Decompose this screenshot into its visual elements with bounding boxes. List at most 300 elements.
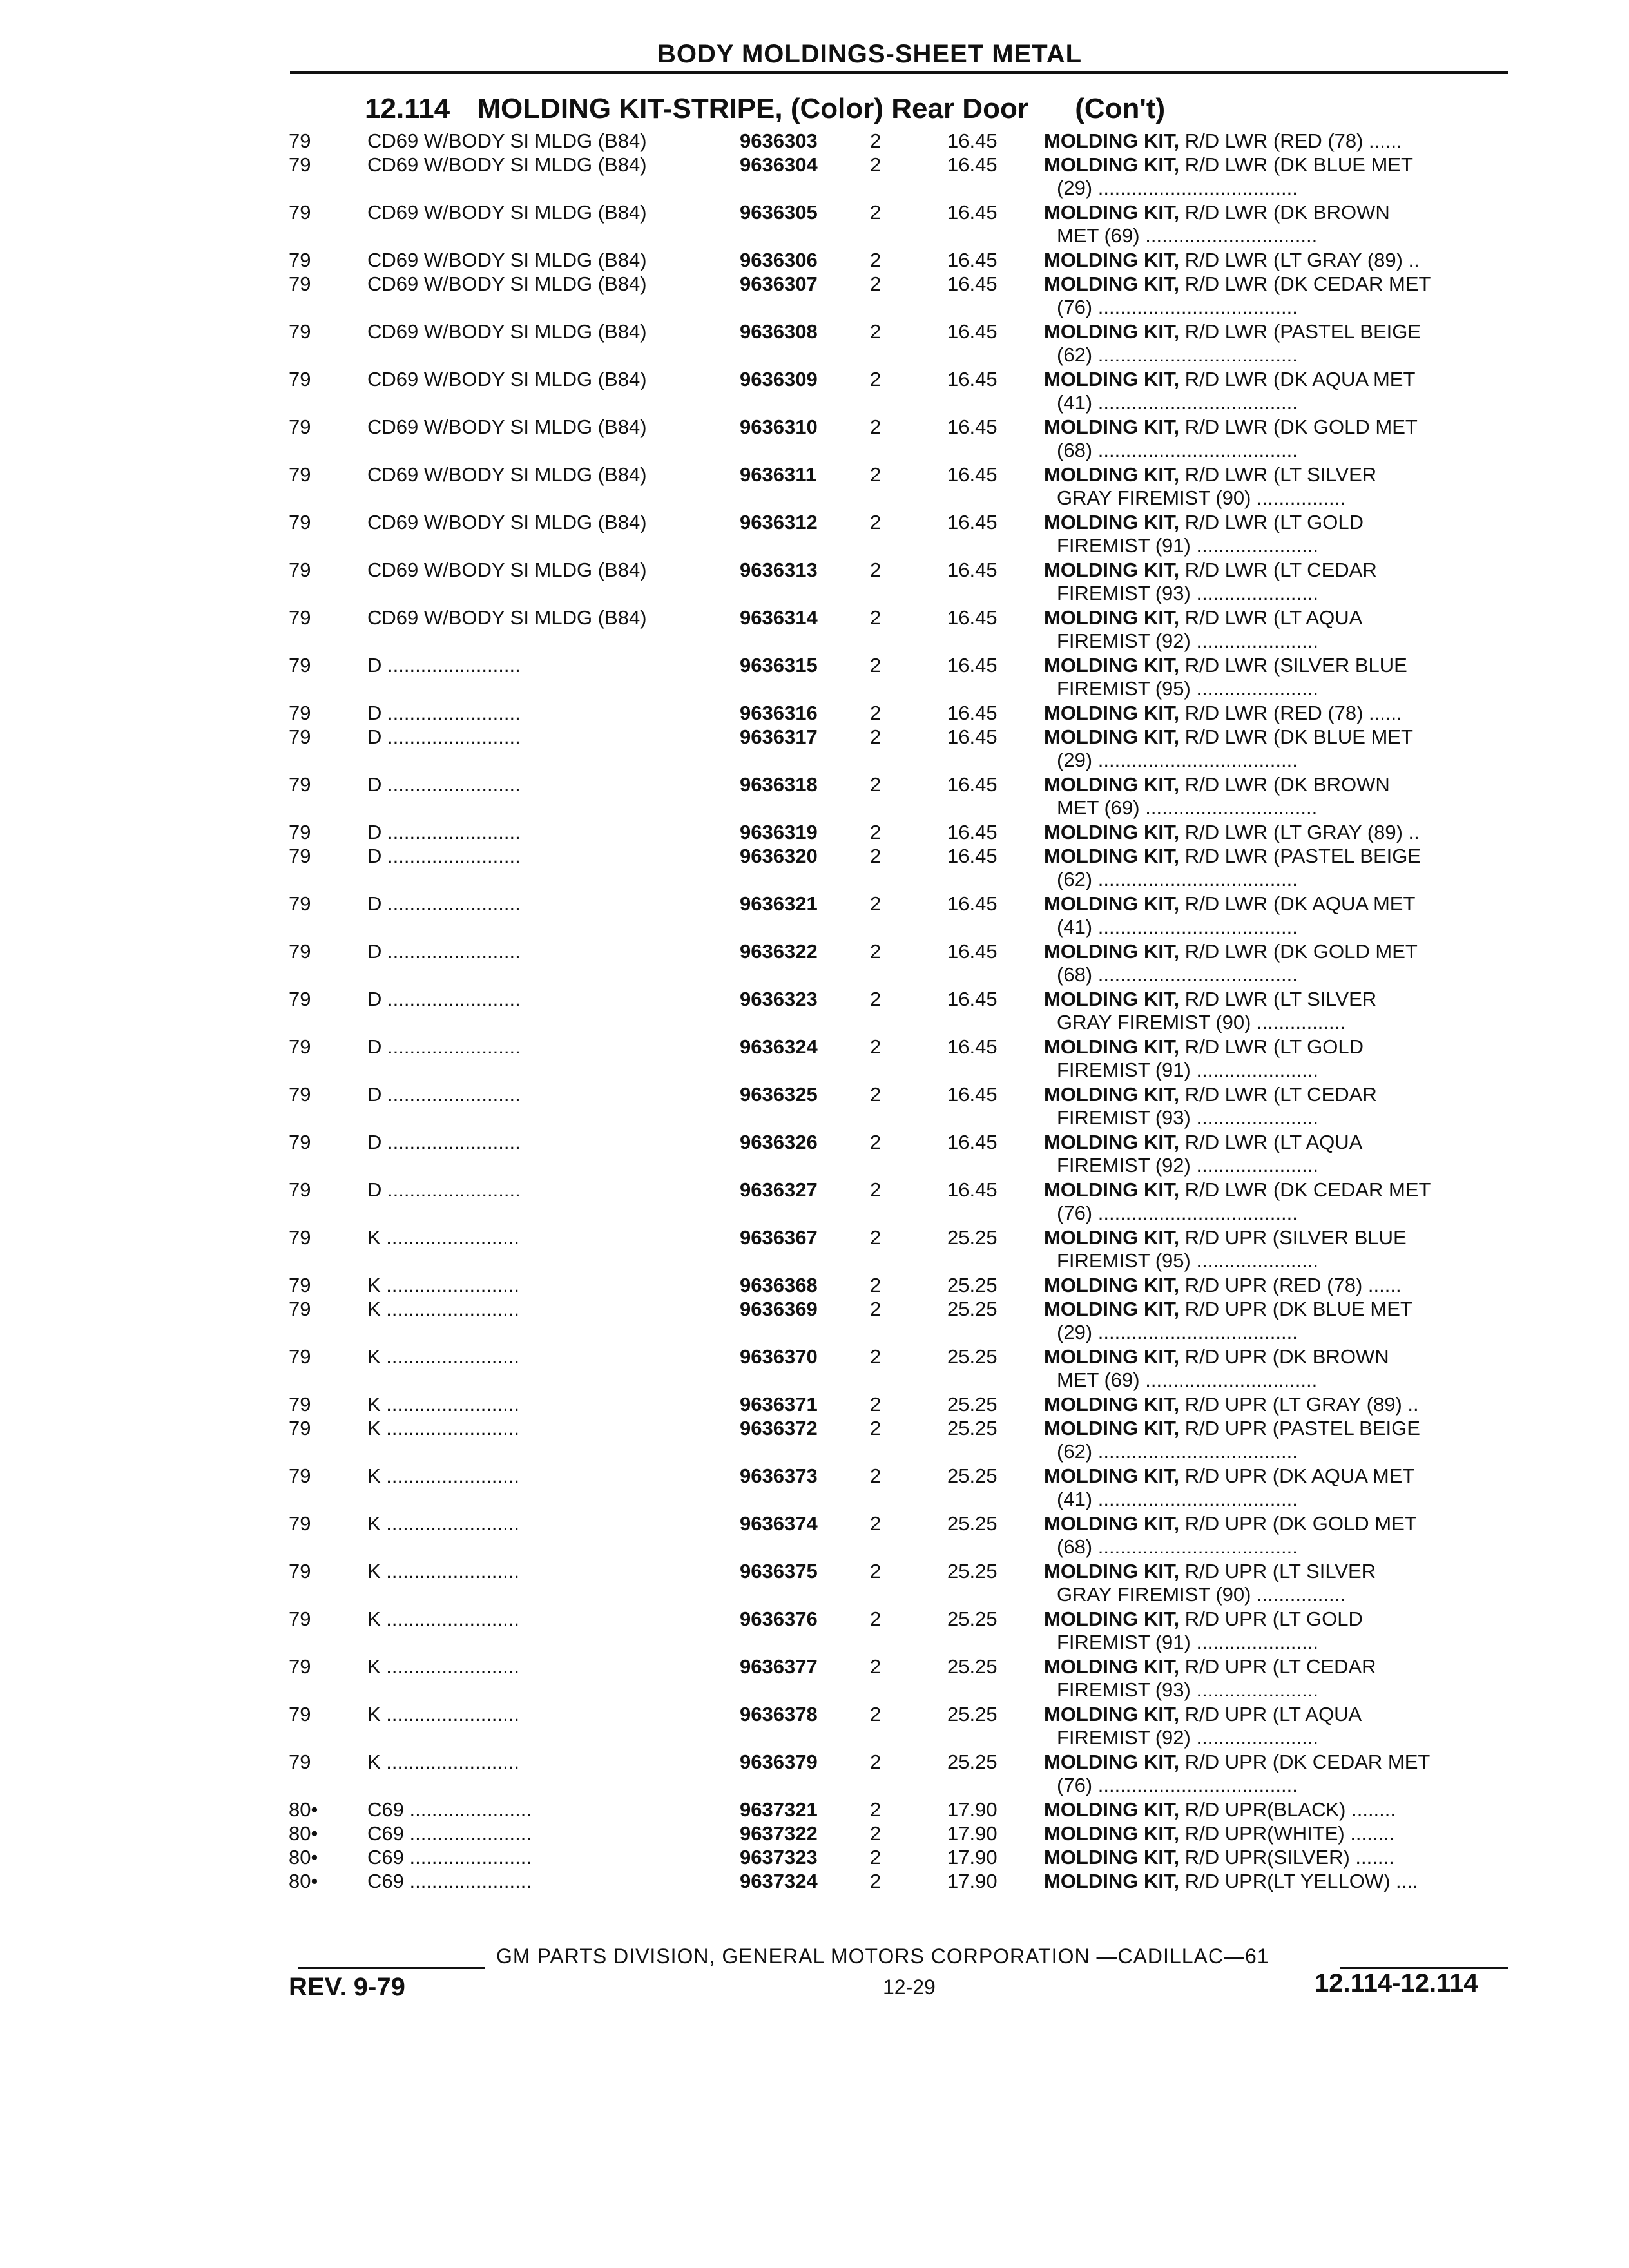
description-cell: [1044, 510, 1508, 535]
page-header-title: BODY MOLDINGS-SHEET METAL: [657, 40, 1083, 68]
description-cell: [1044, 1845, 1508, 1870]
year-cell: 79: [289, 249, 311, 271]
price-cell: 16.45: [947, 821, 998, 843]
year-cell: 79: [289, 1083, 311, 1106]
price-cell: 16.45: [947, 511, 998, 533]
year-cell: 79: [289, 892, 311, 915]
year-cell: 79: [289, 130, 311, 152]
quantity-cell: 2: [870, 1178, 882, 1201]
year-cell: 79: [289, 416, 311, 438]
description-name: MOLDING KIT,: [1044, 368, 1180, 390]
description-name: MOLDING KIT,: [1044, 1345, 1180, 1368]
description-text: R/D UPR (LT AQUA: [1184, 1703, 1362, 1725]
model-cell: C69 ......................: [367, 1870, 532, 1892]
description-continuation: (76) ....................................: [1057, 296, 1298, 318]
price-cell: 25.25: [947, 1393, 998, 1416]
description-text: R/D LWR (LT CEDAR: [1184, 559, 1377, 581]
model-cell: D ........................: [367, 988, 521, 1010]
price-cell: 16.45: [947, 726, 998, 748]
part-number-cell: 9636378: [740, 1703, 818, 1725]
description-text: R/D LWR (RED (78) ......: [1184, 702, 1402, 724]
description-continuation: MET (69) ...............................: [1057, 1369, 1318, 1391]
quantity-cell: 2: [870, 1846, 882, 1869]
description-cell: [1044, 1512, 1508, 1536]
description-continuation: FIREMIST (92) ......................: [1057, 1154, 1318, 1177]
year-cell: 79: [289, 1560, 311, 1582]
model-cell: D ........................: [367, 1178, 521, 1201]
description-text: R/D UPR (PASTEL BEIGE: [1184, 1417, 1420, 1439]
year-cell: 79: [289, 1226, 311, 1249]
quantity-cell: 2: [870, 1131, 882, 1153]
year-cell: 79: [289, 1178, 311, 1201]
description-text: R/D LWR (LT GRAY (89) ..: [1184, 249, 1420, 271]
description-text: R/D LWR (DK BLUE MET: [1184, 153, 1413, 176]
part-number-cell: 9636379: [740, 1751, 818, 1773]
quantity-cell: 2: [870, 130, 882, 152]
part-number-cell: 9636319: [740, 821, 818, 843]
description-text: R/D LWR (DK GOLD MET: [1184, 940, 1418, 963]
description-cell: [1044, 1345, 1508, 1369]
quantity-cell: 2: [870, 1703, 882, 1725]
description-cell: [1044, 939, 1508, 964]
description-name: MOLDING KIT,: [1044, 1226, 1180, 1249]
part-number-cell: 9636327: [740, 1178, 818, 1201]
description-cell: [1044, 463, 1508, 487]
description-text: R/D LWR (DK AQUA MET: [1184, 892, 1416, 915]
year-cell: 79: [289, 559, 311, 581]
year-cell: 80•: [289, 1822, 318, 1845]
description-name: MOLDING KIT,: [1044, 940, 1180, 963]
description-name: MOLDING KIT,: [1044, 773, 1180, 796]
year-cell: 79: [289, 463, 311, 486]
description-continuation: GRAY FIREMIST (90) ................: [1057, 1011, 1345, 1033]
year-cell: 79: [289, 201, 311, 224]
description-name: MOLDING KIT,: [1044, 702, 1180, 724]
description-text: R/D UPR (DK CEDAR MET: [1184, 1751, 1431, 1773]
year-cell: 79: [289, 1512, 311, 1535]
description-continuation: (41) ....................................: [1057, 1488, 1298, 1510]
description-text: R/D UPR (LT GOLD: [1184, 1608, 1363, 1630]
part-number-cell: 9636315: [740, 654, 818, 677]
description-cell: [1044, 1392, 1508, 1417]
part-number-cell: 9636317: [740, 726, 818, 748]
model-cell: D ........................: [367, 654, 521, 677]
year-cell: 79: [289, 773, 311, 796]
part-number-cell: 9636369: [740, 1298, 818, 1320]
description-text: R/D UPR (LT CEDAR: [1184, 1655, 1376, 1678]
part-number-cell: 9636318: [740, 773, 818, 796]
description-text: R/D LWR (PASTEL BEIGE: [1184, 845, 1422, 867]
part-number-cell: 9636375: [740, 1560, 818, 1582]
description-text: R/D UPR (DK GOLD MET: [1184, 1512, 1417, 1535]
description-continuation: (68) ....................................: [1057, 439, 1298, 461]
description-name: MOLDING KIT,: [1044, 463, 1180, 486]
model-cell: K ........................: [367, 1655, 519, 1678]
description-continuation: (62) ....................................: [1057, 343, 1298, 366]
part-number-cell: 9636325: [740, 1083, 818, 1106]
description-name: MOLDING KIT,: [1044, 559, 1180, 581]
price-cell: 16.45: [947, 1035, 998, 1058]
year-cell: 79: [289, 654, 311, 677]
description-name: MOLDING KIT,: [1044, 130, 1180, 152]
part-number-cell: 9636308: [740, 320, 818, 343]
quantity-cell: 2: [870, 1751, 882, 1773]
description-text: R/D UPR (DK BLUE MET: [1184, 1298, 1412, 1320]
year-cell: 79: [289, 320, 311, 343]
quantity-cell: 2: [870, 1655, 882, 1678]
part-number-cell: 9637324: [740, 1870, 818, 1892]
price-cell: 16.45: [947, 368, 998, 390]
quantity-cell: 2: [870, 273, 882, 295]
model-cell: CD69 W/BODY SI MLDG (B84): [367, 463, 647, 486]
part-number-cell: 9636323: [740, 988, 818, 1010]
year-cell: 79: [289, 153, 311, 176]
price-cell: 25.25: [947, 1465, 998, 1487]
description-text: R/D LWR (LT GOLD: [1184, 511, 1364, 533]
description-text: R/D UPR(SILVER) .......: [1184, 1846, 1394, 1869]
quantity-cell: 2: [870, 1798, 882, 1821]
price-cell: 25.25: [947, 1274, 998, 1296]
quantity-cell: 2: [870, 1274, 882, 1296]
description-name: MOLDING KIT,: [1044, 1560, 1180, 1582]
quantity-cell: 2: [870, 1417, 882, 1439]
description-continuation: (68) ....................................: [1057, 963, 1298, 986]
description-cell: [1044, 320, 1508, 344]
price-cell: 16.45: [947, 201, 998, 224]
description-text: R/D UPR (DK BROWN: [1184, 1345, 1389, 1368]
description-name: MOLDING KIT,: [1044, 726, 1180, 748]
model-cell: CD69 W/BODY SI MLDG (B84): [367, 511, 647, 533]
model-cell: D ........................: [367, 821, 521, 843]
description-cell: [1044, 1869, 1508, 1894]
section-continued: (Con't): [1075, 93, 1166, 124]
part-number-cell: 9636306: [740, 249, 818, 271]
description-continuation: FIREMIST (92) ......................: [1057, 629, 1318, 652]
quantity-cell: 2: [870, 1226, 882, 1249]
model-cell: K ........................: [367, 1226, 519, 1249]
quantity-cell: 2: [870, 368, 882, 390]
model-cell: CD69 W/BODY SI MLDG (B84): [367, 416, 647, 438]
part-number-cell: 9636373: [740, 1465, 818, 1487]
quantity-cell: 2: [870, 1560, 882, 1582]
year-cell: 79: [289, 1417, 311, 1439]
year-cell: 79: [289, 511, 311, 533]
model-cell: K ........................: [367, 1512, 519, 1535]
year-cell: 79: [289, 845, 311, 867]
model-cell: K ........................: [367, 1751, 519, 1773]
price-cell: 25.25: [947, 1345, 998, 1368]
description-continuation: FIREMIST (91) ......................: [1057, 1631, 1318, 1653]
part-number-cell: 9636372: [740, 1417, 818, 1439]
year-cell: 79: [289, 1345, 311, 1368]
description-cell: [1044, 987, 1508, 1012]
year-cell: 79: [289, 273, 311, 295]
price-cell: 16.45: [947, 273, 998, 295]
price-cell: 25.25: [947, 1512, 998, 1535]
description-name: MOLDING KIT,: [1044, 988, 1180, 1010]
part-number-cell: 9636314: [740, 606, 818, 629]
quantity-cell: 2: [870, 1822, 882, 1845]
description-cell: [1044, 1750, 1508, 1774]
quantity-cell: 2: [870, 320, 882, 343]
price-cell: 17.90: [947, 1846, 998, 1869]
description-cell: [1044, 1130, 1508, 1155]
model-cell: D ........................: [367, 845, 521, 867]
description-cell: [1044, 272, 1508, 296]
model-cell: K ........................: [367, 1417, 519, 1439]
description-name: MOLDING KIT,: [1044, 1393, 1180, 1416]
model-cell: CD69 W/BODY SI MLDG (B84): [367, 201, 647, 224]
header-rule: [290, 71, 1508, 74]
description-name: MOLDING KIT,: [1044, 654, 1180, 677]
quantity-cell: 2: [870, 1298, 882, 1320]
part-number-cell: 9637322: [740, 1822, 818, 1845]
price-cell: 16.45: [947, 416, 998, 438]
description-name: MOLDING KIT,: [1044, 845, 1180, 867]
footer-section-range: 12.114-12.114: [1315, 1969, 1478, 1997]
description-continuation: GRAY FIREMIST (90) ................: [1057, 486, 1345, 509]
year-cell: 79: [289, 1393, 311, 1416]
description-text: R/D LWR (LT AQUA: [1184, 1131, 1363, 1153]
description-text: R/D UPR (SILVER BLUE: [1184, 1226, 1407, 1249]
price-cell: 25.25: [947, 1560, 998, 1582]
description-cell: [1044, 701, 1508, 726]
price-cell: 16.45: [947, 892, 998, 915]
description-continuation: (29) ....................................: [1057, 177, 1298, 199]
quantity-cell: 2: [870, 511, 882, 533]
description-cell: [1044, 1559, 1508, 1584]
price-cell: 25.25: [947, 1226, 998, 1249]
description-cell: [1044, 1607, 1508, 1631]
description-continuation: FIREMIST (91) ......................: [1057, 534, 1318, 557]
model-cell: D ........................: [367, 726, 521, 748]
model-cell: D ........................: [367, 702, 521, 724]
part-number-cell: 9636370: [740, 1345, 818, 1368]
description-cell: [1044, 1035, 1508, 1059]
description-continuation: FIREMIST (95) ......................: [1057, 1249, 1318, 1272]
description-cell: [1044, 1178, 1508, 1202]
model-cell: D ........................: [367, 1083, 521, 1106]
description-name: MOLDING KIT,: [1044, 1178, 1180, 1201]
description-continuation: (41) ....................................: [1057, 916, 1298, 938]
part-number-cell: 9637323: [740, 1846, 818, 1869]
quantity-cell: 2: [870, 1512, 882, 1535]
footer-corporation: GM PARTS DIVISION, GENERAL MOTORS CORPORATION —CADILLAC—61: [496, 1945, 1269, 1968]
price-cell: 25.25: [947, 1751, 998, 1773]
year-cell: 79: [289, 1035, 311, 1058]
description-cell: [1044, 1464, 1508, 1488]
price-cell: 16.45: [947, 988, 998, 1010]
description-text: R/D LWR (DK BROWN: [1184, 773, 1390, 796]
part-number-cell: 9636367: [740, 1226, 818, 1249]
price-cell: 16.45: [947, 702, 998, 724]
description-name: MOLDING KIT,: [1044, 1751, 1180, 1773]
model-cell: K ........................: [367, 1274, 519, 1296]
description-text: R/D LWR (LT SILVER: [1184, 463, 1377, 486]
price-cell: 16.45: [947, 845, 998, 867]
description-cell: [1044, 653, 1508, 678]
description-name: MOLDING KIT,: [1044, 320, 1180, 343]
year-cell: 79: [289, 368, 311, 390]
model-cell: K ........................: [367, 1703, 519, 1725]
description-text: R/D UPR(LT YELLOW) ....: [1184, 1870, 1418, 1892]
description-text: R/D LWR (LT GRAY (89) ..: [1184, 821, 1420, 843]
part-number-cell: 9636304: [740, 153, 818, 176]
description-name: MOLDING KIT,: [1044, 1798, 1180, 1821]
model-cell: CD69 W/BODY SI MLDG (B84): [367, 249, 647, 271]
year-cell: 79: [289, 726, 311, 748]
quantity-cell: 2: [870, 1345, 882, 1368]
description-continuation: FIREMIST (93) ......................: [1057, 1678, 1318, 1701]
description-cell: [1044, 153, 1508, 177]
quantity-cell: 2: [870, 845, 882, 867]
year-cell: 79: [289, 606, 311, 629]
description-text: R/D LWR (DK BLUE MET: [1184, 726, 1413, 748]
footer-revision: REV. 9-79: [289, 1973, 405, 2001]
description-name: MOLDING KIT,: [1044, 892, 1180, 915]
description-text: R/D LWR (LT CEDAR: [1184, 1083, 1377, 1106]
description-text: R/D LWR (SILVER BLUE: [1184, 654, 1407, 677]
quantity-cell: 2: [870, 702, 882, 724]
description-continuation: MET (69) ...............................: [1057, 224, 1318, 247]
quantity-cell: 2: [870, 654, 882, 677]
part-number-cell: 9636326: [740, 1131, 818, 1153]
year-cell: 79: [289, 1608, 311, 1630]
description-continuation: (68) ....................................: [1057, 1535, 1298, 1558]
model-cell: D ........................: [367, 773, 521, 796]
price-cell: 16.45: [947, 940, 998, 963]
description-text: R/D LWR (LT SILVER: [1184, 988, 1377, 1010]
description-text: R/D UPR (RED (78) ......: [1184, 1274, 1402, 1296]
description-continuation: MET (69) ...............................: [1057, 796, 1318, 819]
part-number-cell: 9636321: [740, 892, 818, 915]
description-text: R/D LWR (RED (78) ......: [1184, 130, 1402, 152]
part-number-cell: 9636368: [740, 1274, 818, 1296]
description-cell: [1044, 248, 1508, 273]
price-cell: 17.90: [947, 1798, 998, 1821]
description-name: MOLDING KIT,: [1044, 201, 1180, 224]
price-cell: 25.25: [947, 1655, 998, 1678]
footer-page-number: 12-29: [883, 1975, 936, 1999]
part-number-cell: 9636377: [740, 1655, 818, 1678]
price-cell: 16.45: [947, 773, 998, 796]
price-cell: 17.90: [947, 1870, 998, 1892]
part-number-cell: 9636376: [740, 1608, 818, 1630]
description-name: MOLDING KIT,: [1044, 1417, 1180, 1439]
price-cell: 16.45: [947, 153, 998, 176]
model-cell: C69 ......................: [367, 1798, 532, 1821]
year-cell: 79: [289, 821, 311, 843]
model-cell: K ........................: [367, 1393, 519, 1416]
description-text: R/D UPR (DK AQUA MET: [1184, 1465, 1415, 1487]
year-cell: 79: [289, 1298, 311, 1320]
description-text: R/D UPR (LT SILVER: [1184, 1560, 1376, 1582]
model-cell: D ........................: [367, 1131, 521, 1153]
model-cell: D ........................: [367, 1035, 521, 1058]
description-text: R/D UPR(BLACK) ........: [1184, 1798, 1396, 1821]
description-continuation: GRAY FIREMIST (90) ................: [1057, 1583, 1345, 1606]
description-cell: [1044, 725, 1508, 749]
description-text: R/D LWR (PASTEL BEIGE: [1184, 320, 1422, 343]
description-name: MOLDING KIT,: [1044, 273, 1180, 295]
price-cell: 17.90: [947, 1822, 998, 1845]
description-name: MOLDING KIT,: [1044, 1298, 1180, 1320]
part-number-cell: 9637321: [740, 1798, 818, 1821]
description-name: MOLDING KIT,: [1044, 1512, 1180, 1535]
price-cell: 25.25: [947, 1703, 998, 1725]
description-cell: [1044, 1225, 1508, 1250]
description-cell: [1044, 1821, 1508, 1846]
description-text: R/D LWR (LT AQUA: [1184, 606, 1363, 629]
description-name: MOLDING KIT,: [1044, 511, 1180, 533]
part-number-cell: 9636309: [740, 368, 818, 390]
description-cell: [1044, 1655, 1508, 1679]
section-name: MOLDING KIT-STRIPE, (Color) Rear Door: [477, 93, 1028, 124]
year-cell: 79: [289, 1751, 311, 1773]
price-cell: 16.45: [947, 1178, 998, 1201]
description-cell: [1044, 367, 1508, 392]
part-number-cell: 9636374: [740, 1512, 818, 1535]
model-cell: K ........................: [367, 1345, 519, 1368]
section-title: [365, 93, 1165, 125]
model-cell: D ........................: [367, 892, 521, 915]
price-cell: 16.45: [947, 1083, 998, 1106]
quantity-cell: 2: [870, 559, 882, 581]
description-continuation: (62) ....................................: [1057, 1440, 1298, 1463]
year-cell: 79: [289, 702, 311, 724]
description-cell: [1044, 1082, 1508, 1107]
description-cell: [1044, 1702, 1508, 1727]
year-cell: 80•: [289, 1870, 318, 1892]
quantity-cell: 2: [870, 892, 882, 915]
quantity-cell: 2: [870, 416, 882, 438]
description-name: MOLDING KIT,: [1044, 1870, 1180, 1892]
quantity-cell: 2: [870, 940, 882, 963]
quantity-cell: 2: [870, 606, 882, 629]
quantity-cell: 2: [870, 1870, 882, 1892]
price-cell: 25.25: [947, 1608, 998, 1630]
price-cell: 16.45: [947, 606, 998, 629]
description-text: R/D LWR (DK AQUA MET: [1184, 368, 1416, 390]
model-cell: CD69 W/BODY SI MLDG (B84): [367, 130, 647, 152]
part-number-cell: 9636322: [740, 940, 818, 963]
year-cell: 79: [289, 988, 311, 1010]
year-cell: 79: [289, 1274, 311, 1296]
description-name: MOLDING KIT,: [1044, 1703, 1180, 1725]
quantity-cell: 2: [870, 1465, 882, 1487]
description-name: MOLDING KIT,: [1044, 606, 1180, 629]
price-cell: 16.45: [947, 320, 998, 343]
description-name: MOLDING KIT,: [1044, 1131, 1180, 1153]
part-number-cell: 9636307: [740, 273, 818, 295]
price-cell: 16.45: [947, 130, 998, 152]
description-text: R/D UPR(WHITE) ........: [1184, 1822, 1395, 1845]
description-continuation: (29) ....................................: [1057, 749, 1298, 771]
description-name: MOLDING KIT,: [1044, 1846, 1180, 1869]
description-cell: [1044, 844, 1508, 869]
year-cell: 79: [289, 1703, 311, 1725]
model-cell: CD69 W/BODY SI MLDG (B84): [367, 368, 647, 390]
price-cell: 25.25: [947, 1417, 998, 1439]
quantity-cell: 2: [870, 1035, 882, 1058]
model-cell: C69 ......................: [367, 1822, 532, 1845]
quantity-cell: 2: [870, 153, 882, 176]
quantity-cell: 2: [870, 726, 882, 748]
part-number-cell: 9636311: [740, 463, 816, 486]
description-name: MOLDING KIT,: [1044, 1274, 1180, 1296]
year-cell: 80•: [289, 1798, 318, 1821]
description-name: MOLDING KIT,: [1044, 1822, 1180, 1845]
